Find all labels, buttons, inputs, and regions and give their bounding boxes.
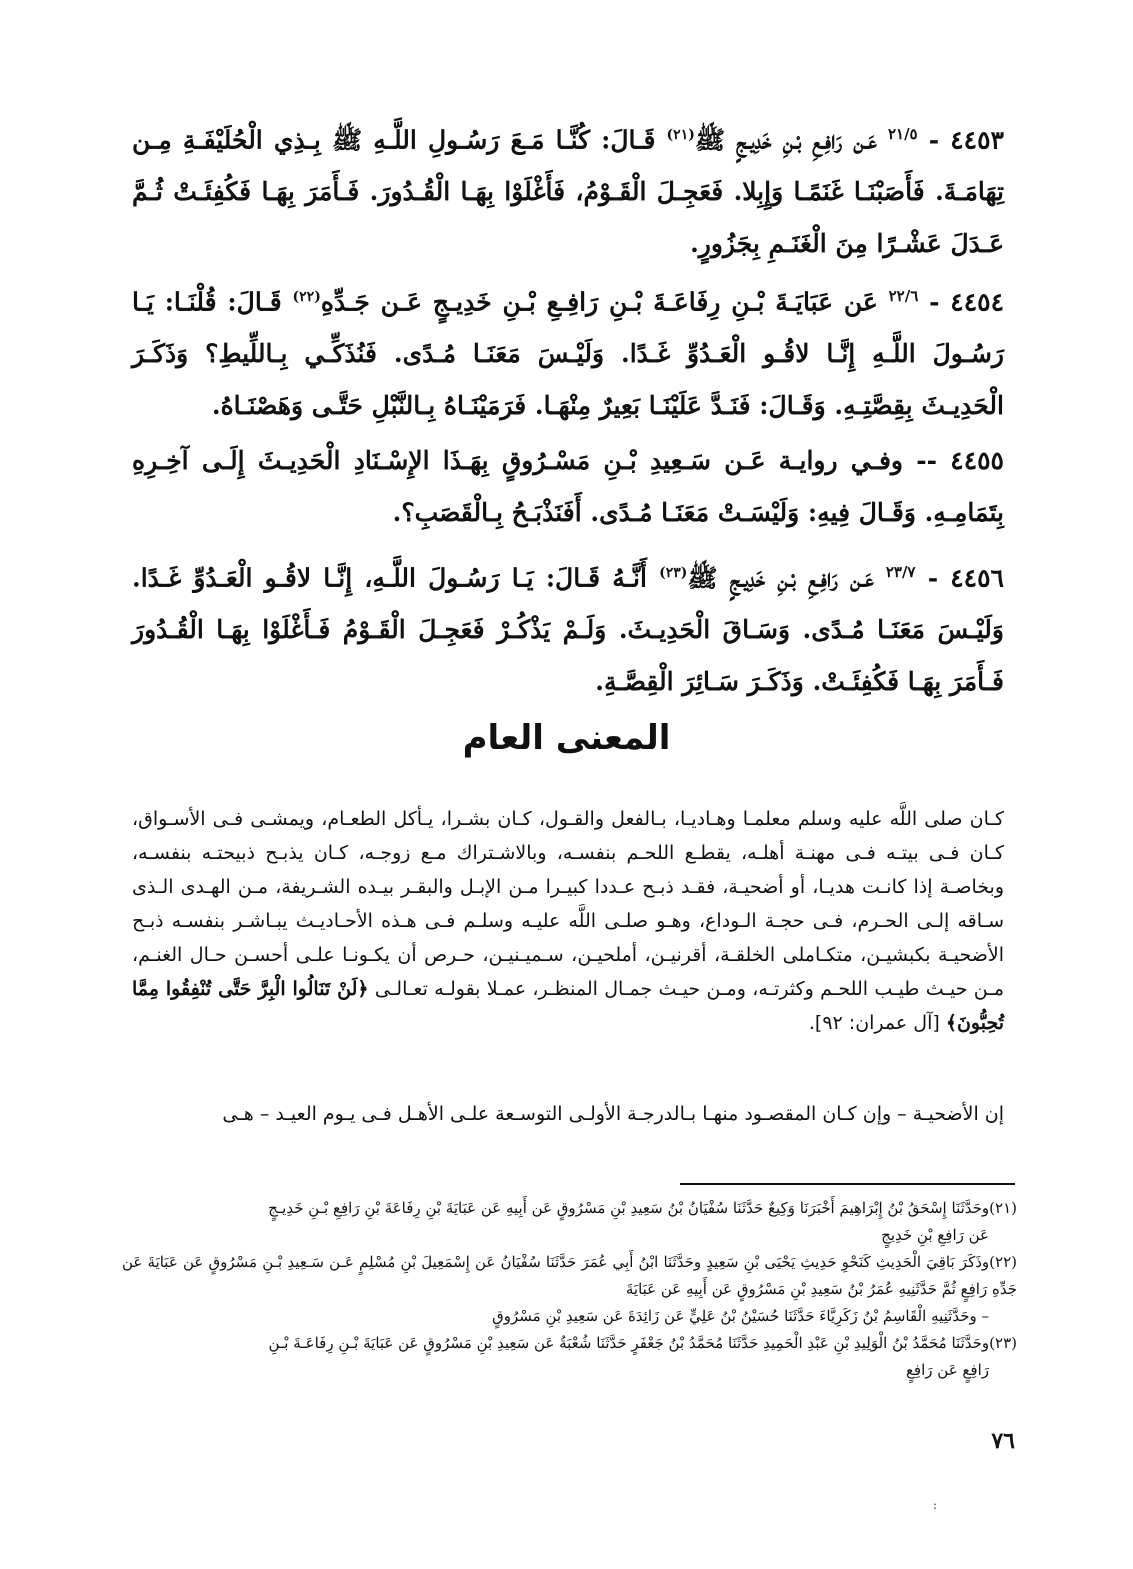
footnote-text: وذَكَرَ بَاقِيَ الْحَدِيثِ كَنَحْوِ حَدِيثِ يَحْيَى بْنِ سَعِيدٍ وحَدَّثَنَا ابْنُ أَبِي عُمَرَ حَدَّثَنَا سُفْيَانُ عَن إِسْمَعِيلَ بْنِ مُسْلِمٍ عَـن سَـعِيدِ بْـنِ مَسْرُوقٍ عَن عَبَايَةَ عَن جَدِّهِ رَافِعٍ ثُمَّ حَدَّثَنِيهِ عُمَرُ بْنُ سَعِيدِ بْنِ مَسْرُوقٍ عَن أَبِيهِ عَن عَبَايَةَ [122, 1253, 1017, 1298]
footnote-number: (٢١) [989, 1199, 1017, 1217]
footnote-number: (٢٣) [989, 1334, 1017, 1352]
footnote-22 [122, 1249, 1017, 1303]
footnote-text: وحَدَّثَنَا مُحَمَّدُ بْنُ الْوَلِيدِ بْنِ عَبْدِ الْحَمِيدِ حَدَّثَنَا مُحَمَّدُ بْنُ جَعْفَرٍ حَدَّثَنَا شُعْبَةُ عَن سَعِيدِ بْنِ مَسْرُوقٍ عَن عَبَايَةَ بْـنِ رِفَاعَـةَ بْـنِ [268, 1334, 990, 1352]
page-number: ٧٦ [991, 1428, 1015, 1454]
paragraph-text: كـان صلى اللَّه عليه وسلم معلمـا وهـاديـا، بـالفعل والقـول، كـان بشـرا، يـأكل الطعـام، ويمشـى فـى الأسـواق، كـان فـى بيتـه فـى مهنـة أهلـه، يقطـع اللحـم بنفسـه، وبالاشـتراك مـع زوجـه، كـان يذبـح ذبيحتـه بنفسـه، وبخاصـة إذا كانـت هديـا، أو أضحيـة، فقـد ذبـح عـددا كبيـرا مـن الإبـل والبقـر بيـده الشـريفة، مـن الهـدى الـذى سـاقه إلـى الحـرم، فـى حجـة الـوداع، وهـو صلـى اللَّه عليـه وسلـم فـى هـذه الأحـاديـث يبـاشـر بنفسـه ذبـح الأضحيـة بكبشيـن، متكـاملى الخلقـة، أقرنيـن، أملحيـن، سـميـنيـن، حـرص أن يكـونـا علـى أحسـن حـال الغنـم، مـن حيـث طيـب اللحـم وكثرتـه، ومـن حيـث جمـال المنظـر، عمـلا بقولـه تعـالـى [132, 808, 1004, 1000]
footnote-22-cont: – وحَدَّثَنِيهِ الْقَاسِمُ بْنُ زَكَرِيَّاءَ حَدَّثَنَا حُسَيْنُ بْنُ عَلِيٍّ عَن زَائِدَةَ عَن سَعِيدِ بْنِ مَسْرُوقٍ [492, 1307, 989, 1325]
hadith-sub-number: ٢٣/٧ [885, 563, 916, 581]
hadith-number: ٤٤٥٤ - [929, 287, 1004, 317]
footnote-ref[interactable]: (٢٢) [292, 289, 321, 305]
hadith-text: عَن عَبَايَـةَ بْـنِ رِفَاعَـةَ بْـنِ رَافِـعِ بْـنِ خَدِيـجٍ عَـن جَـدِّهِ [320, 287, 878, 317]
hadith-number: ٤٤٥٦ - [927, 563, 1004, 593]
stray-mark: : [933, 1498, 938, 1512]
hadith-sub-number: ٢٢/٦ [888, 287, 919, 305]
hadith-number: ٤٤٥٣ - [928, 125, 1004, 155]
footnote-text: وحَدَّثَنَا إِسْحَقُ بْنُ إِبْرَاهِيمَ أَخْبَرَنَا وَكِيعٌ حَدَّثَنَا سُفْيَانُ بْنُ سَعِيدِ بْنِ مَسْرُوقٍ عَن أَبِيهِ عَن عَبَايَةَ بْنِ رِفَاعَةَ بْنِ رَافِعِ بْـنِ خَدِيـجٍ [268, 1199, 990, 1217]
hadith-text: عَـن رَافِـعِ بْـنِ خَدِيـجٍ ﷺ [687, 563, 874, 593]
paragraph-text: إن الأضحيـة – وإن كـان المقصـود منهـا بـالدرجـة الأولـى التوسـعة علـى الأهـل فـى يـوم العيـد – هـى [222, 1103, 1004, 1125]
hadith-text-cont: قَـالَ: قُلْنَـا: يَـا رَسُـولَ اللَّـهِ إِنَّـا لاقُـو الْعَـدُوِّ غَـدًا. وَلَيْـسَ مَعَنَـا مُـدًى. فَنُذَكِّـي بِـاللِّيطِ؟ وَذَكَـرَ الْحَدِيـثَ بِقِصَّتِـهِ. وَقَـالَ: فَنَـدَّ عَلَيْنَـا بَعِيرٌ مِنْهَـا. فَرَمَيْنَـاهُ بِـالنَّبْلِ حَتَّـى وَهَصْنَـاهُ. [132, 287, 1004, 421]
footnote-ref[interactable]: (٢١) [666, 127, 695, 143]
hadith-4456 [132, 546, 1004, 708]
quran-reference: [آل عمران: ٩٢]. [808, 1012, 940, 1034]
general-meaning-paragraph-2 [132, 1097, 1004, 1131]
hadith-text-cont: قَـالَ: كُنَّـا مَـعَ رَسُـولِ اللَّـهِ ﷺ بِـذِي الْحُلَيْفَـةِ مِـن تِهَامَـةَ. فَأَصَبْنَـا غَنَمًـا وَإِبِلا. فَعَجِـلَ الْقَـوْمُ، فَأَغْلَوْا بِهَـا الْقُـدُورَ. فَـأَمَرَ بِهَـا فَكُفِئَـتْ ثُـمَّ عَـدَلَ عَشْـرًا مِنَ الْغَنَـمِ بِجَزُورٍ. [132, 125, 1004, 259]
hadith-4455 [132, 435, 1004, 539]
footnote-21 [122, 1195, 1017, 1222]
hadith-text: عَـن رَافِـعِ بْـنِ خَدِيـجٍ ﷺ [694, 125, 877, 155]
footnotes [122, 1195, 1017, 1384]
hadith-4454 [132, 270, 1004, 432]
general-meaning-paragraph-1 [132, 802, 1004, 1040]
footnote-23-cont: رَافِعٍ عَن رَافِعٍ [905, 1361, 989, 1379]
hadith-text: وفـي روايـة عَـن سَـعِيدِ بْـنِ مَسْـرُوقٍ بِهَـذَا الإِسْـنَادِ الْحَدِيـثَ إِلَـى آخِـرِهِ بِتَمَامِـهِ. وَقَـالَ فِيهِ: وَلَيْسَـتْ مَعَنَـا مُـدًى. أَفَنَذْبَـحُ بِـالْقَصَبِ؟. [132, 446, 1004, 527]
footnote-21-cont: عَن رَافِعِ بْنِ خَدِيجٍ [881, 1226, 989, 1244]
section-title: المعنى العام [462, 718, 671, 758]
footnote-ref[interactable]: (٢٣) [659, 565, 688, 581]
hadith-text-cont: أَنَّـهُ قَـالَ: يَـا رَسُـولَ اللَّـهِ، إِنَّـا لاقُـو الْعَـدُوِّ غَـدًا. وَلَيْـسَ مَعَنَـا مُـدًى. وَسَـاقَ الْحَدِيـثَ. وَلَـمْ يَذْكُـرْ فَعَجِـلَ الْقَـوْمُ فَـأَغْلَوْا بِهَـا الْقُـدُورَ فَـأَمَرَ بِهَـا فَكُفِئَـتْ. وَذَكَـرَ سَـائِرَ الْقِصَّـةِ. [132, 563, 1004, 697]
hadith-sub-number: ٢١/٥ [887, 125, 918, 143]
quran-verse: ﴿لَنْ تَنَالُوا الْبِرَّ حَتَّى تُنْفِقُوا مِمَّا تُحِبُّونَ﴾ [132, 978, 1004, 1034]
footnote-separator [680, 1183, 1015, 1185]
hadith-number: ٤٤٥٥ -- [916, 446, 1004, 475]
footnote-number: (٢٢) [989, 1253, 1017, 1271]
hadith-4453 [132, 108, 1004, 270]
footnote-23 [122, 1330, 1017, 1357]
